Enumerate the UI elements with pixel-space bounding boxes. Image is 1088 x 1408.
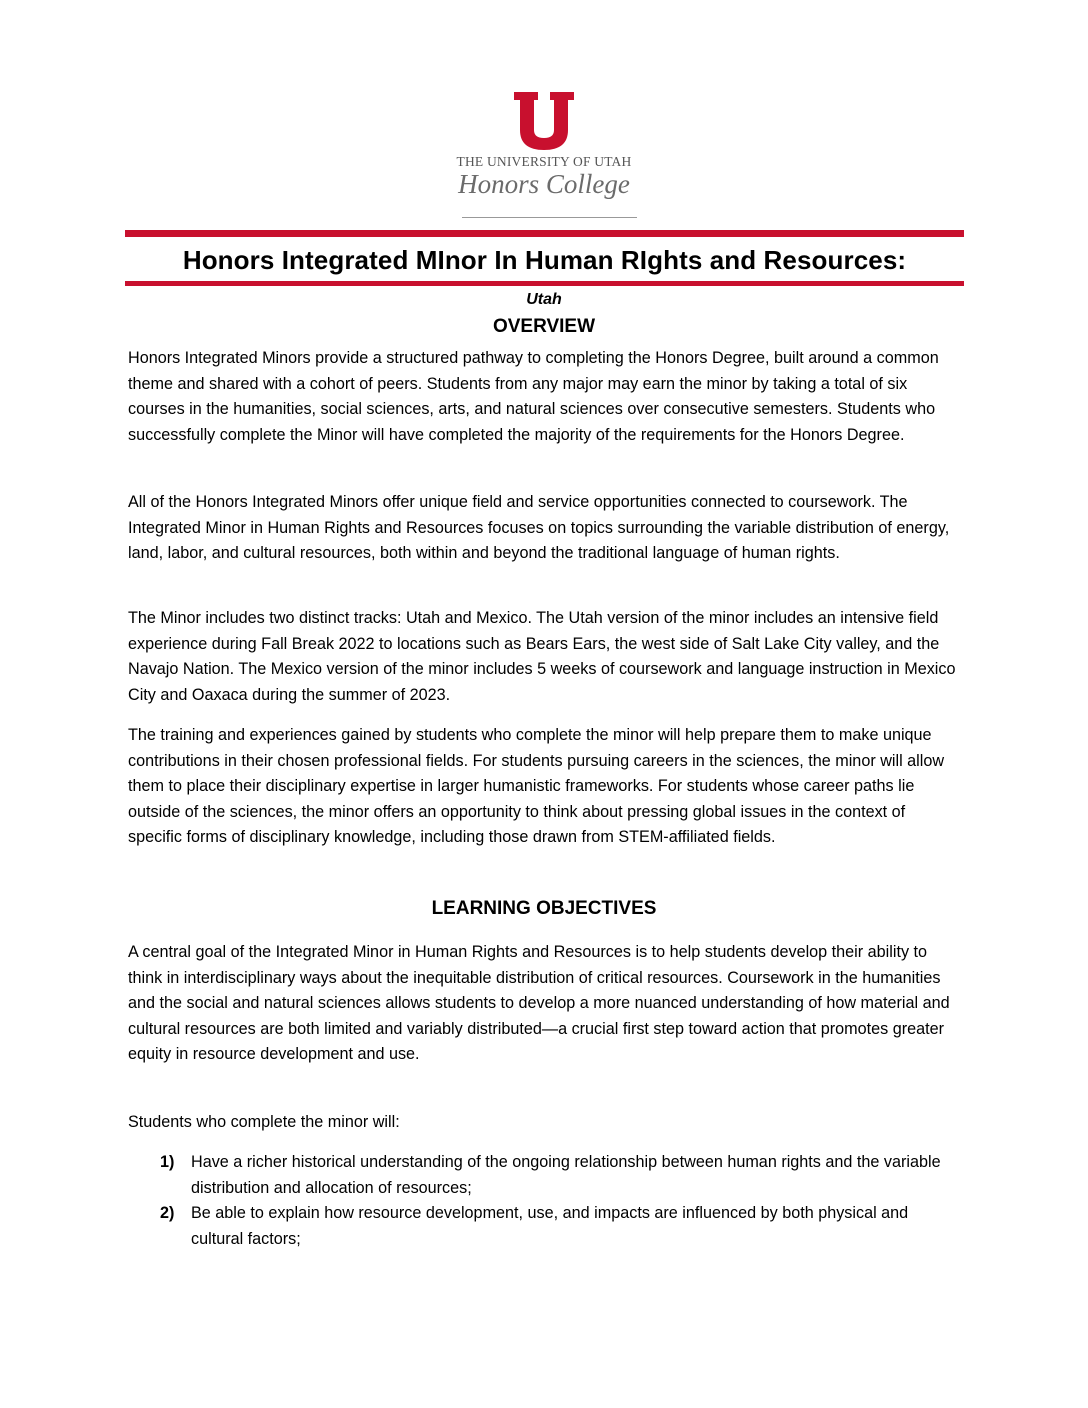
- learning-objectives-heading: LEARNING OBJECTIVES: [431, 898, 657, 919]
- logo-underline: [462, 217, 637, 218]
- overview-heading: OVERVIEW: [492, 316, 596, 337]
- overview-paragraph-1: Honors Integrated Minors provide a structured pathway to completing the Honors Degree, built around a common theme and shared with a cohort of peers. Students from any major may earn the minor by taking a total of six courses in the humanities, social sciences, arts, and natural sciences over consecutive semesters. Students who successfully complete the Minor will have completed the majority of the requirements for the Honors Degree.: [128, 349, 939, 444]
- objective-item: [160, 1150, 960, 1201]
- overview-paragraph-3: The Minor includes two distinct tracks: Utah and Mexico. The Utah version of the minor includes an intensive field experience during Fall Break 2022 to locations such as Bears Ears, the west side of Salt Lake City valley, and the Navajo Nation. The Mexico version of the minor includes 5 weeks of coursework and language instruction in Mexico City and Oaxaca during the summer of 2023.: [128, 609, 956, 704]
- overview-paragraph-4: The training and experiences gained by students who complete the minor will help prepare them to make unique contributions in their chosen professional fields. For students pursuing careers in the sciences, the minor will allow them to place their disciplinary expertise in larger humanistic frameworks. For students whose career paths lie outside of the sciences, the minor offers an opportunity to think about pressing global issues in the context of specific forms of disciplinary knowledge, including those drawn from STEM-affiliated fields.: [128, 726, 945, 847]
- objective-number: 1): [160, 1153, 175, 1171]
- logo-college-name: Honors College: [458, 169, 630, 199]
- objective-text: Have a richer historical understanding of the ongoing relationship between human rights and the variable distribution and allocation of resources;: [191, 1153, 941, 1197]
- objective-text: Be able to explain how resource development, use, and impacts are influenced by both physical and cultural factors;: [191, 1204, 909, 1248]
- logo-university-name: THE UNIVERSITY OF UTAH: [456, 154, 632, 169]
- title-rule-top: [125, 230, 964, 237]
- objective-item: [160, 1201, 960, 1252]
- block-u-icon: [514, 92, 574, 150]
- track-subtitle: Utah: [526, 291, 562, 308]
- objective-number: 2): [160, 1204, 175, 1223]
- objectives-lead-in: Students who complete the minor will:: [128, 1113, 400, 1131]
- objectives-intro-paragraph: A central goal of the Integrated Minor in Human Rights and Resources is to help students develop their ability to think in interdisciplinary ways about the inequitable distribution of critical resources. Coursework in the humanities and the social and natural sciences allows students to develop a more nuanced understanding of how material and cultural resources are both limited and variably distributed—a crucial first step toward action that promotes greater equity in resource development and use.: [128, 943, 950, 1064]
- objectives-list: [160, 1150, 960, 1252]
- university-logo: [0, 92, 1088, 199]
- overview-paragraph-2: All of the Honors Integrated Minors offer unique field and service opportunities connected to coursework. The Integrated Minor in Human Rights and Resources focuses on topics surrounding the variable distribution of energy, land, labor, and cultural resources, both within and beyond the traditional language of human rights.: [128, 493, 950, 563]
- document-title: Honors Integrated MInor In Human RIghts and Resources:: [182, 245, 907, 275]
- title-rule-bottom: [125, 281, 964, 286]
